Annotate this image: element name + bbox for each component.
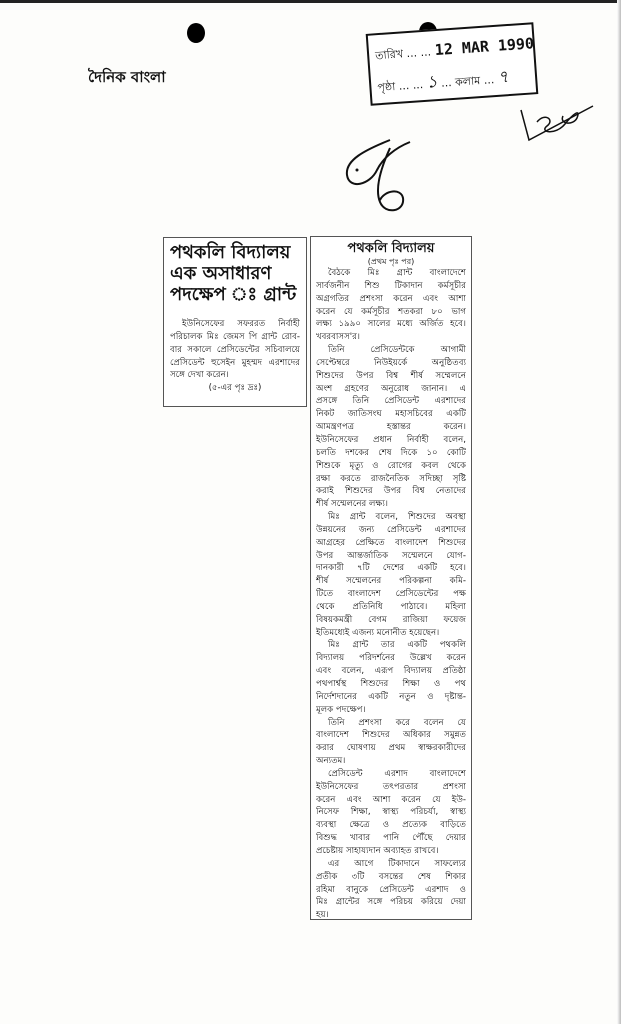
body-line: চলতি দশকের শেষ দিকে ১০ কোটি bbox=[316, 447, 466, 458]
body-line: করেন এবং আশা করেন যে ইউ- bbox=[316, 794, 466, 805]
body-line: মিঃ গ্রান্টের সঙ্গে পরিচয় করিয়ে দেয়া bbox=[316, 897, 466, 908]
body-line: হয়। bbox=[316, 910, 329, 921]
body-line: প্রতীক ৩টি বসন্তের শেষ শিকার bbox=[316, 871, 466, 882]
body-line: সঙ্গে দেখা করেন। bbox=[170, 370, 229, 381]
body-line: আমন্ত্রণপত্র হস্তান্তর করেন। bbox=[316, 422, 466, 433]
body-line: করাই শিশুদের উপর বিশ্ব নেতাদের bbox=[316, 486, 466, 497]
body-line: শিশুদের উপর বিশ্ব শীর্ষ সম্মেলনে bbox=[316, 370, 466, 381]
body-line: টিতে বাংলাদেশ প্রেসিডেন্টের পক্ষ bbox=[316, 589, 466, 600]
continued-subtitle: (প্রথম পৃঃ পর) bbox=[367, 257, 415, 266]
body-line: এবং বলেন, এরূপ বিদ্যালয় প্রতিষ্ঠা bbox=[316, 666, 466, 677]
body-line: ইউনিসেফের তৎপরতার প্রশংসা bbox=[316, 781, 466, 792]
page-value: ১ bbox=[425, 72, 439, 93]
body-line: শিশুকে মৃত্যু ও রোগের কবল থেকে bbox=[316, 460, 466, 471]
body-line: অগ্রগতির প্রশংসা করেন এবং আশা bbox=[316, 293, 466, 304]
body-line: রক্ষা করতে রাজনৈতিক সদিচ্ছা সৃষ্টি bbox=[316, 473, 466, 484]
body-line: প্রেসিডেন্ট এরশাদ বাংলাদেশে bbox=[328, 768, 466, 779]
body-line: অংশ গ্রহণের অনুরোধ জানান। এ bbox=[316, 383, 466, 394]
handwritten-check-mark bbox=[515, 100, 595, 150]
body-line: প্রসঙ্গে তিনি প্রেসিডেন্ট এরশাদের bbox=[316, 396, 466, 407]
page-label: পৃষ্ঠা ... ... bbox=[377, 78, 424, 95]
body-line: নির্দেশদানের একটি নতুন ও দৃষ্টান্ত- bbox=[316, 691, 466, 702]
column-label: ... কলাম ... bbox=[440, 73, 495, 90]
body-line: শীর্ষ সম্মেলনের লক্ষ্য। bbox=[316, 499, 388, 510]
body-line: মূলক পদক্ষেপ। bbox=[316, 704, 366, 715]
body-line: রহিমা বানুকে প্রেসিডেন্ট এরশাদ ও bbox=[316, 884, 466, 895]
headline-line: পথকলি বিদ্যালয় bbox=[170, 242, 291, 263]
body-line: মিঃ গ্রান্ট বলেন, শিশুদের অবস্থা bbox=[328, 512, 466, 523]
date-stamp bbox=[366, 22, 539, 106]
scan-top-edge bbox=[0, 0, 621, 3]
body-line: ইউনিসেফের সফররত নির্বাহী bbox=[182, 319, 300, 329]
date-value: 12 MAR 1990 bbox=[434, 34, 535, 60]
body-line: বার সকালে প্রেসিডেন্টের সচিবালয়ে bbox=[170, 344, 300, 355]
body-line: পথপার্শ্বস্থ শিশুদের শিক্ষা ও পথ bbox=[316, 679, 466, 689]
body-line: প্রচেষ্টায় সাহায্যদান অব্যাহত রাখবে। bbox=[316, 845, 439, 856]
body-line: তিনি প্রেসিডেন্টকে আগামী bbox=[328, 345, 466, 356]
body-line: নিকট জাতিসংঘ মহাসচিবের একটি bbox=[316, 409, 466, 420]
body-line: থেকে প্রতিনিধি পাঠাবে। মহিলা bbox=[316, 601, 466, 612]
column-value: ৭ bbox=[496, 67, 510, 88]
body-line: তিনি প্রশংসা করে বলেন যে bbox=[328, 717, 466, 728]
body-line: প্রেসিডেন্ট হুসেইন মুহম্মদ এরশাদের bbox=[170, 357, 300, 368]
body-line: খবরবাসস'র। bbox=[316, 332, 360, 343]
punch-hole bbox=[187, 23, 205, 43]
body-line: ইউনিসেফের প্রধান নির্বাহী বলেন, bbox=[316, 434, 466, 445]
body-line: অন্যতম। bbox=[316, 756, 346, 767]
body-line: ইতিমধ্যেই এজন্য মনোনীত হয়েছেন। bbox=[316, 627, 440, 638]
article-continued-clipping bbox=[310, 236, 472, 920]
date-label: তারিখ ... ... bbox=[374, 45, 432, 63]
body-line: পরিচালক মিঃ জেমস পি গ্রান্ট রোব- bbox=[170, 331, 300, 342]
body-line: বাংলাদেশ শিশুদের অধিকার সমুন্নত bbox=[316, 730, 466, 741]
body-line: বৈঠকে মিঃ গ্রান্ট বাংলাদেশে bbox=[328, 268, 466, 278]
headline-line: পদক্ষেপ ঃ গ্রান্ট bbox=[170, 284, 297, 305]
continued-title: পথকলি বিদ্যালয় bbox=[347, 241, 435, 256]
body-line: করেন যে কর্মসূচীর শতকরা ৮০ ভাগ bbox=[316, 306, 466, 317]
body-line: উপর আন্তর্জাতিক সম্মেলনে যোগ- bbox=[316, 550, 466, 561]
article-headline bbox=[170, 242, 302, 305]
article-front-clipping bbox=[163, 237, 307, 407]
body-line: সেপ্টেম্বরে নিউইয়র্কে অনুষ্ঠিতব্য bbox=[316, 357, 466, 368]
body-line: নিসেফ শিক্ষা, স্বাস্থ্য পরিচর্যা, স্বাস্থ্য bbox=[316, 807, 466, 818]
body-line: মিঃ গ্রান্ট তার একটি পথকলি bbox=[328, 640, 466, 651]
body-line: দানকারী ৭টি দেশের একটি হবে। bbox=[316, 563, 466, 574]
body-line: ব্যবস্থা ক্ষেত্রে ও প্রত্যেক বাড়িতে bbox=[316, 820, 466, 831]
body-line: বিশুদ্ধ খাবার পানি পৌঁছে দেয়ার bbox=[316, 833, 466, 844]
body-line: লক্ষ্য ১৯৯০ সালের মধ্যে অর্জিত হবে। bbox=[316, 319, 466, 330]
continued-body bbox=[316, 267, 466, 922]
body-line: আগ্রহের প্রেক্ষিতে বাংলাদেশ শিশুদের bbox=[316, 537, 466, 548]
article-body bbox=[170, 318, 300, 395]
body-line: বিদ্যালয় পরিদর্শনের উল্লেখ করেন bbox=[316, 653, 466, 664]
handwritten-number-mark bbox=[335, 130, 425, 220]
body-line: এর আগে টিকাদানে সাফল্যের bbox=[328, 858, 466, 869]
body-line: শীর্ষ সম্মেলনের পরিকল্পনা কমি- bbox=[316, 576, 466, 587]
body-line: উন্নয়নের জন্য প্রেসিডেন্ট এরশাদের bbox=[316, 524, 466, 535]
scan-right-edge bbox=[617, 0, 621, 1024]
body-line: বিষয়কমন্ত্রী বেগম রাজিয়া ফয়েজ bbox=[316, 614, 466, 625]
headline-line: এক অসাধারণ bbox=[170, 263, 272, 284]
body-line: সার্বজনীন শিশু টিকাদান কর্মসূচীর bbox=[316, 280, 466, 291]
newspaper-name: দৈনিক বাংলা bbox=[88, 68, 166, 86]
body-line: করার ঘোষণায় প্রথম স্বাক্ষরকারীদের bbox=[316, 743, 466, 754]
continued-reference: (৫-এর পৃঃ দ্রঃ) bbox=[208, 383, 262, 394]
